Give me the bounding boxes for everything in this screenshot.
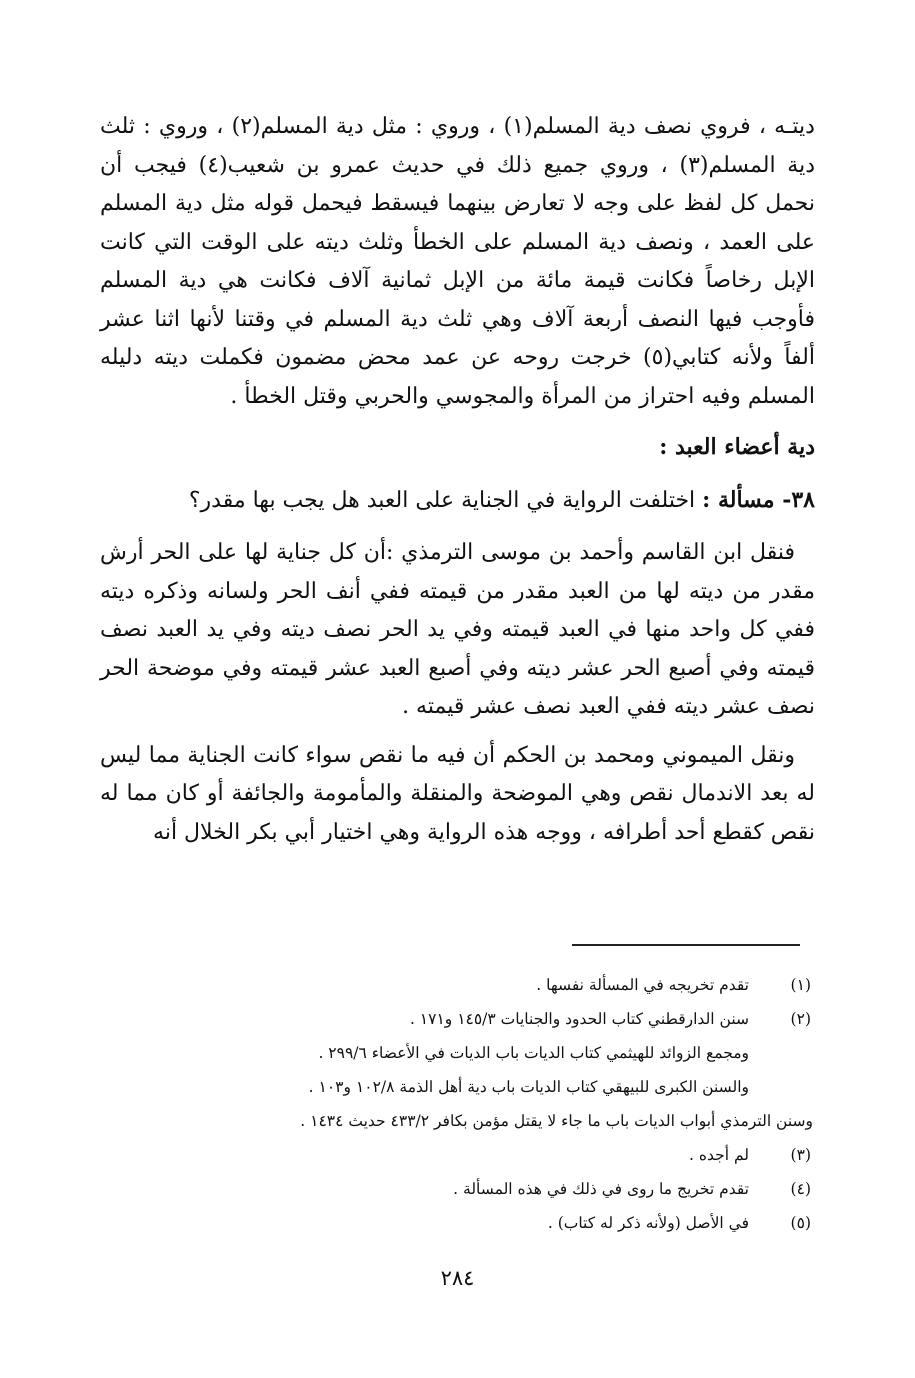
footnote-2-continued [100, 1036, 815, 1070]
footnote-text: لم أجده . [689, 1146, 749, 1164]
masala-38 [100, 481, 815, 521]
paragraph-1: ديتـه ، فروي نصف دية المسلم(١) ، وروي : مثل دية المسلم(٢) ، وروي : ثلث دية المسلم(٣) ، وروي جميع ذلك في حديث عمرو بن شعيب(٤) فيجب أن نحمل كل لفظ على وجه لا تعارض بينهما فيسقط فيحمل قوله مثل دية المسلم على العمد ، ونصف دية المسلم على الخطأ وثلث ديته على الوقت التي كانت الإبل رخاصاً فكانت قيمة مائة من الإبل ثمانية آلاف فكانت هي دية المسلم فأوجب فيها النصف أربعة آلاف وهي ثلث دية المسلم في وقتنا لأنها اثنا عشر ألفاً ولأنه كتابي(٥) خرجت روحه عن عمد محض مضمون فكملت ديته دليله المسلم وفيه احتراز من المرأة والمجوسي والحربي وقتل الخطأ . [100, 114, 816, 409]
paragraph-3: ونقل الميموني ومحمد بن الحكم أن فيه ما نقص سواء كانت الجناية مما ليس له بعد الاندمال نقص وهي الموضحة والمنقلة والمأمومة والجائفة أو كان مما له نقص كقطع أحد أطرافه ، ووجه هذه الرواية وهي اختيار أبي بكر الخلال أنه [100, 742, 815, 845]
footnote-text: وسنن الترمذي أبواب الديات باب ما جاء لا يقتل مؤمن بكافر ٤٣٣/٢ حديث ١٤٣٤ . [300, 1112, 813, 1130]
footnote-2-continued [100, 1070, 815, 1104]
footnotes [100, 968, 815, 1240]
masala-question: اختلفت الرواية في الجناية على العبد هل يجب بها مقدر؟ [188, 487, 696, 513]
footnote-3 [100, 1138, 815, 1172]
footnote-divider [572, 944, 800, 946]
footnote-2 [100, 1002, 815, 1036]
footnote-text: تقدم تخريج ما روى في ذلك في هذه المسألة . [453, 1180, 749, 1198]
paragraph-2: فنقل ابن القاسم وأحمد بن موسى الترمذي :أن كل جناية لها على الحر أرش مقدر من ديته لها من العبد مقدر من قيمته ففي أنف الحر ولسانه وذكره ديته ففي كل واحد منها في العبد قيمته وفي يد الحر نصف ديته وفي يد العبد نصف قيمته وفي أصبع الحر عشر ديته وفي أصبع العبد عشر قيمته وفي موضحة الحر نصف عشر ديته ففي العبد نصف عشر قيمته . [100, 540, 815, 719]
footnote-text: في الأصل (ولأنه ذكر له كتاب) . [547, 1214, 749, 1232]
section-heading: دية أعضاء العبد : [659, 434, 815, 460]
footnote-number: (٣) [790, 1146, 811, 1164]
footnote-1 [100, 968, 815, 1002]
page-number: ٢٨٤ [440, 1266, 475, 1290]
footnote-5 [100, 1206, 815, 1240]
footnote-4 [100, 1172, 815, 1206]
masala-label: ٣٨- مسألة : [702, 486, 815, 513]
footnote-2-continued [100, 1104, 815, 1138]
footnote-number: (٢) [790, 1010, 811, 1028]
footnote-text: سنن الدارقطني كتاب الحدود والجنايات ١٤٥/٣ و١٧١ . [409, 1010, 749, 1028]
footnote-number: (١) [790, 976, 811, 994]
footnote-text: ومجمع الزوائد للهيثمي كتاب الديات باب الديات في الأعضاء ٢٩٩/٦ . [318, 1044, 749, 1062]
footnote-text: والسنن الكبرى للبيهقي كتاب الديات باب دية أهل الذمة ١٠٢/٨ و١٠٣ . [308, 1078, 749, 1096]
footnote-number: (٥) [790, 1214, 811, 1232]
footnote-text: تقدم تخريجه في المسألة نفسها . [536, 976, 749, 994]
footnote-number: (٤) [790, 1180, 811, 1198]
main-text [100, 108, 815, 852]
